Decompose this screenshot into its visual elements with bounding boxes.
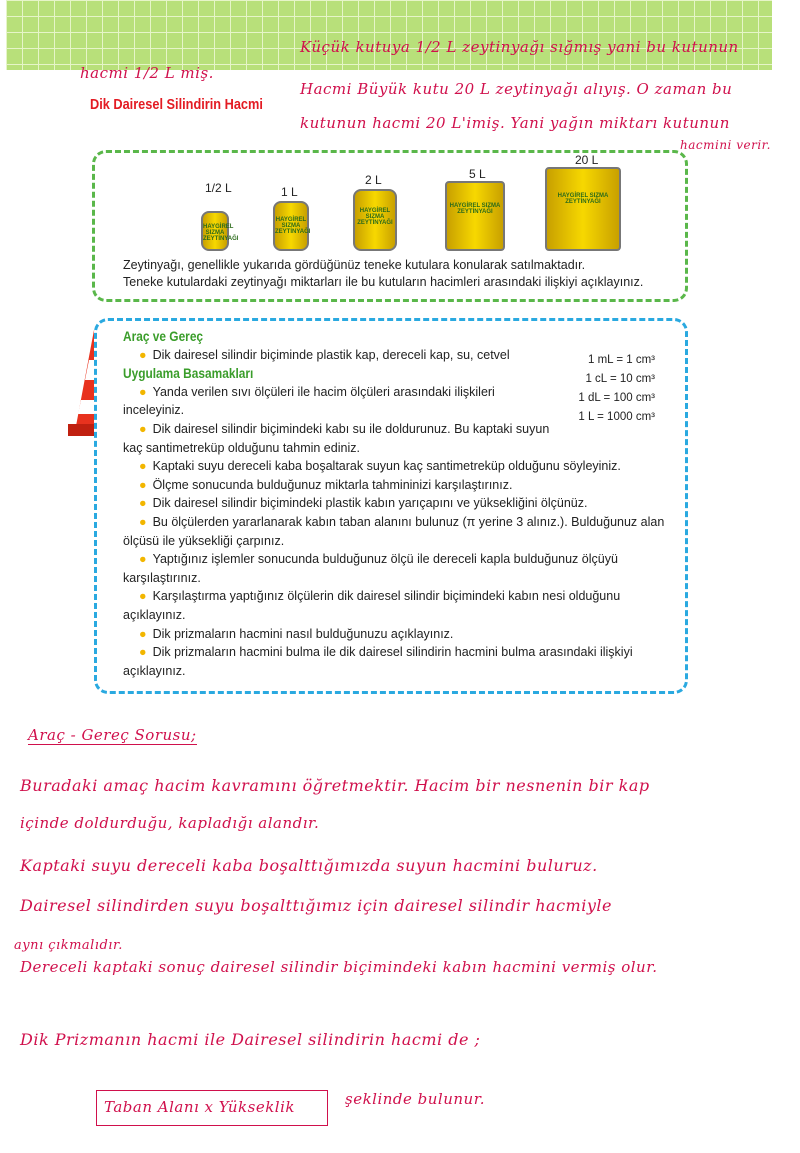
step-item: ● Dik dairesel silindir biçimindeki kabı su ile doldurunuz. Bu kaptaki suyun kaç santimetreküp olduğunu tahmin ediniz. <box>123 421 550 455</box>
handwritten-heading: Araç - Gereç Sorusu; <box>28 726 197 744</box>
step-item: ● Karşılaştırma yaptığınız ölçülerin dik dairesel silindir biçimindeki kabın nesi olduğunu açıklayınız. <box>123 589 621 622</box>
handwritten-note: kutunun hacmi 20 L'imiş. Yani yağın miktarı kutunun <box>300 114 730 132</box>
can-label: 1/2 L <box>205 181 232 195</box>
step-item: ● Dik prizmaların hacmini bulma ile dik dairesel silindirin hacmini bulma arasındaki ilişkiyi açıklayınız. <box>123 645 633 678</box>
intro-text <box>123 257 643 291</box>
section-title: Dik Dairesel Silindirin Hacmi <box>90 96 263 113</box>
handwritten-note: Dik Prizmanın hacmi ile Dairesel silindirin hacmi de ; <box>20 1030 481 1049</box>
can-1-liter: HAYGİREL SIZMA ZEYTİNYAĞI <box>273 201 309 251</box>
unit-line: 1 L = 1000 cm³ <box>578 411 655 423</box>
step-item: ● Yanda verilen sıvı ölçüleri ile hacim ölçüleri arasındaki ilişkileri inceleyiniz. <box>123 384 495 418</box>
step-item: ● Kaptaki suyu dereceli kaba boşaltarak suyun kaç santimetreküp olduğunu söyleyiniz. <box>139 459 621 474</box>
step-item: ● Dik dairesel silindir biçimindeki plastik kabın yarıçapını ve yüksekliğini ölçünüz. <box>139 496 588 511</box>
cans-illustration <box>195 153 655 251</box>
handwritten-note: şeklinde bulunur. <box>345 1090 485 1108</box>
tools-heading: Araç ve Gereç <box>123 328 204 344</box>
can-label: 2 L <box>365 173 382 187</box>
handwritten-note: Dereceli kaptaki sonuç dairesel silindir biçimindeki kabın hacmini vermiş olur. <box>20 958 658 976</box>
handwritten-note: aynı çıkmalıdır. <box>14 938 123 953</box>
olive-oil-cans-box <box>92 150 688 302</box>
step-item: ● Bu ölçülerden yararlanarak kabın taban alanını bulunuz (π yerine 3 alınız.). Bulduğunuz alan ölçüsü ile yüksekliği çarpınız. <box>123 514 665 548</box>
step-item: ● Yaptığınız işlemler sonucunda bulduğunuz ölçü ile dereceli kapla bulduğunuz ölçüyü karşılaştırınız. <box>123 552 618 585</box>
intro-line: Zeytinyağı, genellikle yukarıda gördüğünüz teneke kutulara konularak satılmaktadır. <box>123 258 586 272</box>
handwritten-note: Dairesel silindirden suyu boşalttığımız için dairesel silindir hacmiyle <box>20 896 612 915</box>
handwritten-note: Küçük kutuya 1/2 L zeytinyağı sığmış yani bu kutunun <box>300 38 739 56</box>
can-label: 20 L <box>575 153 599 167</box>
intro-line: Teneke kutulardaki zeytinyağı miktarları ile bu kutuların hacimleri arasındaki ilişkiyi açıklayınız. <box>123 275 644 289</box>
handwritten-note: Kaptaki suyu dereceli kaba boşalttığımızda suyun hacmini buluruz. <box>20 856 598 875</box>
handwritten-note: Buradaki amaç hacim kavramını öğretmektir. Hacim bir nesnenin bir kap <box>20 776 650 795</box>
tools-item: ● Dik dairesel silindir biçiminde plastik kap, dereceli kap, su, cetvel <box>139 347 510 362</box>
can-5-liter: HAYGİREL SIZMA ZEYTİNYAĞI <box>445 181 505 251</box>
can-2-liter: HAYGİREL SIZMA ZEYTİNYAĞI <box>353 189 397 251</box>
step-item: ● Dik prizmaların hacmini nasıl bulduğunuzu açıklayınız. <box>139 626 454 641</box>
can-half-liter: HAYGİREL SIZMA ZEYTİNYAĞI <box>201 211 229 251</box>
green-grid-header <box>6 0 772 70</box>
can-label: 5 L <box>469 167 486 181</box>
unit-line: 1 mL = 1 cm³ <box>588 354 655 366</box>
can-20-liter: HAYGİREL SIZMA ZEYTİNYAĞI <box>545 167 621 251</box>
step-item: ● Ölçme sonucunda bulduğunuz miktarla tahmininizi karşılaştırınız. <box>139 477 513 492</box>
activity-box <box>94 318 688 694</box>
steps-heading: Uygulama Basamakları <box>123 365 254 382</box>
can-label: 1 L <box>281 185 298 199</box>
unit-line: 1 cL = 10 cm³ <box>585 373 655 385</box>
handwritten-note: hacmini verir. <box>680 138 771 152</box>
handwritten-note: hacmi 1/2 L miş. <box>80 64 214 82</box>
handwritten-note: Hacmi Büyük kutu 20 L zeytinyağı alıyış. O zaman bu <box>300 80 733 98</box>
handwritten-note: içinde doldurduğu, kapladığı alandır. <box>20 814 320 832</box>
unit-line: 1 dL = 100 cm³ <box>578 392 655 404</box>
handwritten-formula: Taban Alanı x Yükseklik <box>104 1098 295 1116</box>
unit-conversions <box>578 351 655 427</box>
